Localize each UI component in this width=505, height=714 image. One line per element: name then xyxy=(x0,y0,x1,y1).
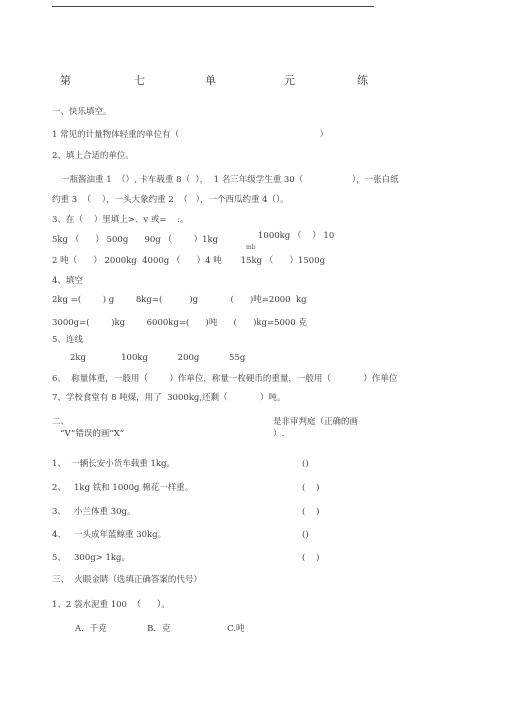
question-text: 2kg 100kg 200g 55g xyxy=(70,353,246,363)
question-text: 5kg （ ） 500g 90g （ ）1kg xyxy=(52,235,219,245)
choice-question: 1、2 袋水泥重 100 （ ）。 xyxy=(52,600,170,610)
question-text: 6、 称量体重，一般用（ ）作单位，称量一枚硬币的重量，一般用（ ）作单位 xyxy=(52,374,398,384)
question-text: 2kg =( ) g 8kg=( )g ( )吨=2000 kg xyxy=(52,295,307,305)
section-heading: 一、快乐填空。 xyxy=(52,107,112,117)
section-heading: 二、 xyxy=(52,417,70,427)
question-text: 5、连线 xyxy=(52,335,83,345)
question-text: 3000g=( )kg 6000kg=( )吨 ( )kg=5000 克 xyxy=(52,318,307,328)
title-char: 七 xyxy=(134,74,145,87)
judge-item: 1、 一辆长安小货车载重 1kg。 xyxy=(52,459,176,469)
question-text: 2 吨（ ） 2000kg 4000g （ ）4 吨 15kg （ ）1500g xyxy=(52,256,326,266)
question-text: 4、填空 xyxy=(52,276,83,286)
section-heading: 三、 火眼金睛（选填正确答案的代号） xyxy=(52,575,202,585)
title-char: 元 xyxy=(284,74,295,87)
title-char: 单 xyxy=(205,74,216,87)
question-text: 3、在（ ）里填上>、v 或= :。 xyxy=(52,215,189,225)
judge-item: 4、 一头成年蓝鲸重 30kg。 xyxy=(52,530,167,540)
judge-item: 3、 小兰体重 30g。 xyxy=(52,507,136,517)
question-text: 一瓶酱油重 1 （）, 卡车载重 8（ ）， 1 名三年级学生重 30（ ），一张白纸 xyxy=(61,175,399,185)
answer-blank: ( ) xyxy=(302,483,320,493)
choice-options: A．千克 B．克 C.吨 xyxy=(75,624,245,634)
stray-mark: mb xyxy=(246,244,256,251)
judge-item: 2、 1kg 铁和 1000g 棉花一样重。 xyxy=(52,483,194,493)
section-heading: 是非审判庭（正确的画 xyxy=(273,417,359,427)
section-heading: ）. xyxy=(273,429,285,439)
question-text: 1 常见的计量物体轻重的单位有（ ） xyxy=(52,130,329,140)
title-char: 练 xyxy=(357,74,368,87)
judge-item: 5、 300g> 1kg。 xyxy=(52,553,131,563)
question-text: 7、学校食堂有 8 吨煤，用了 3000kg,还剩（ ）吨。 xyxy=(52,393,286,403)
section-heading: “V”错误的画“X” xyxy=(60,429,125,439)
top-rule xyxy=(52,6,374,7)
answer-blank: ( ) xyxy=(302,507,320,517)
title-char: 第 xyxy=(60,74,71,87)
answer-blank: ( ) xyxy=(302,553,320,563)
answer-blank: () xyxy=(302,459,309,469)
answer-blank: () xyxy=(302,530,309,540)
question-text: 约重 3 （ ），一头大象约重 2 （ ），一个西瓜约重 4（）。 xyxy=(52,195,289,205)
question-text: 1000kg （ ） 10 xyxy=(258,231,335,241)
question-text: 2、填上合适的单位。 xyxy=(52,151,134,161)
